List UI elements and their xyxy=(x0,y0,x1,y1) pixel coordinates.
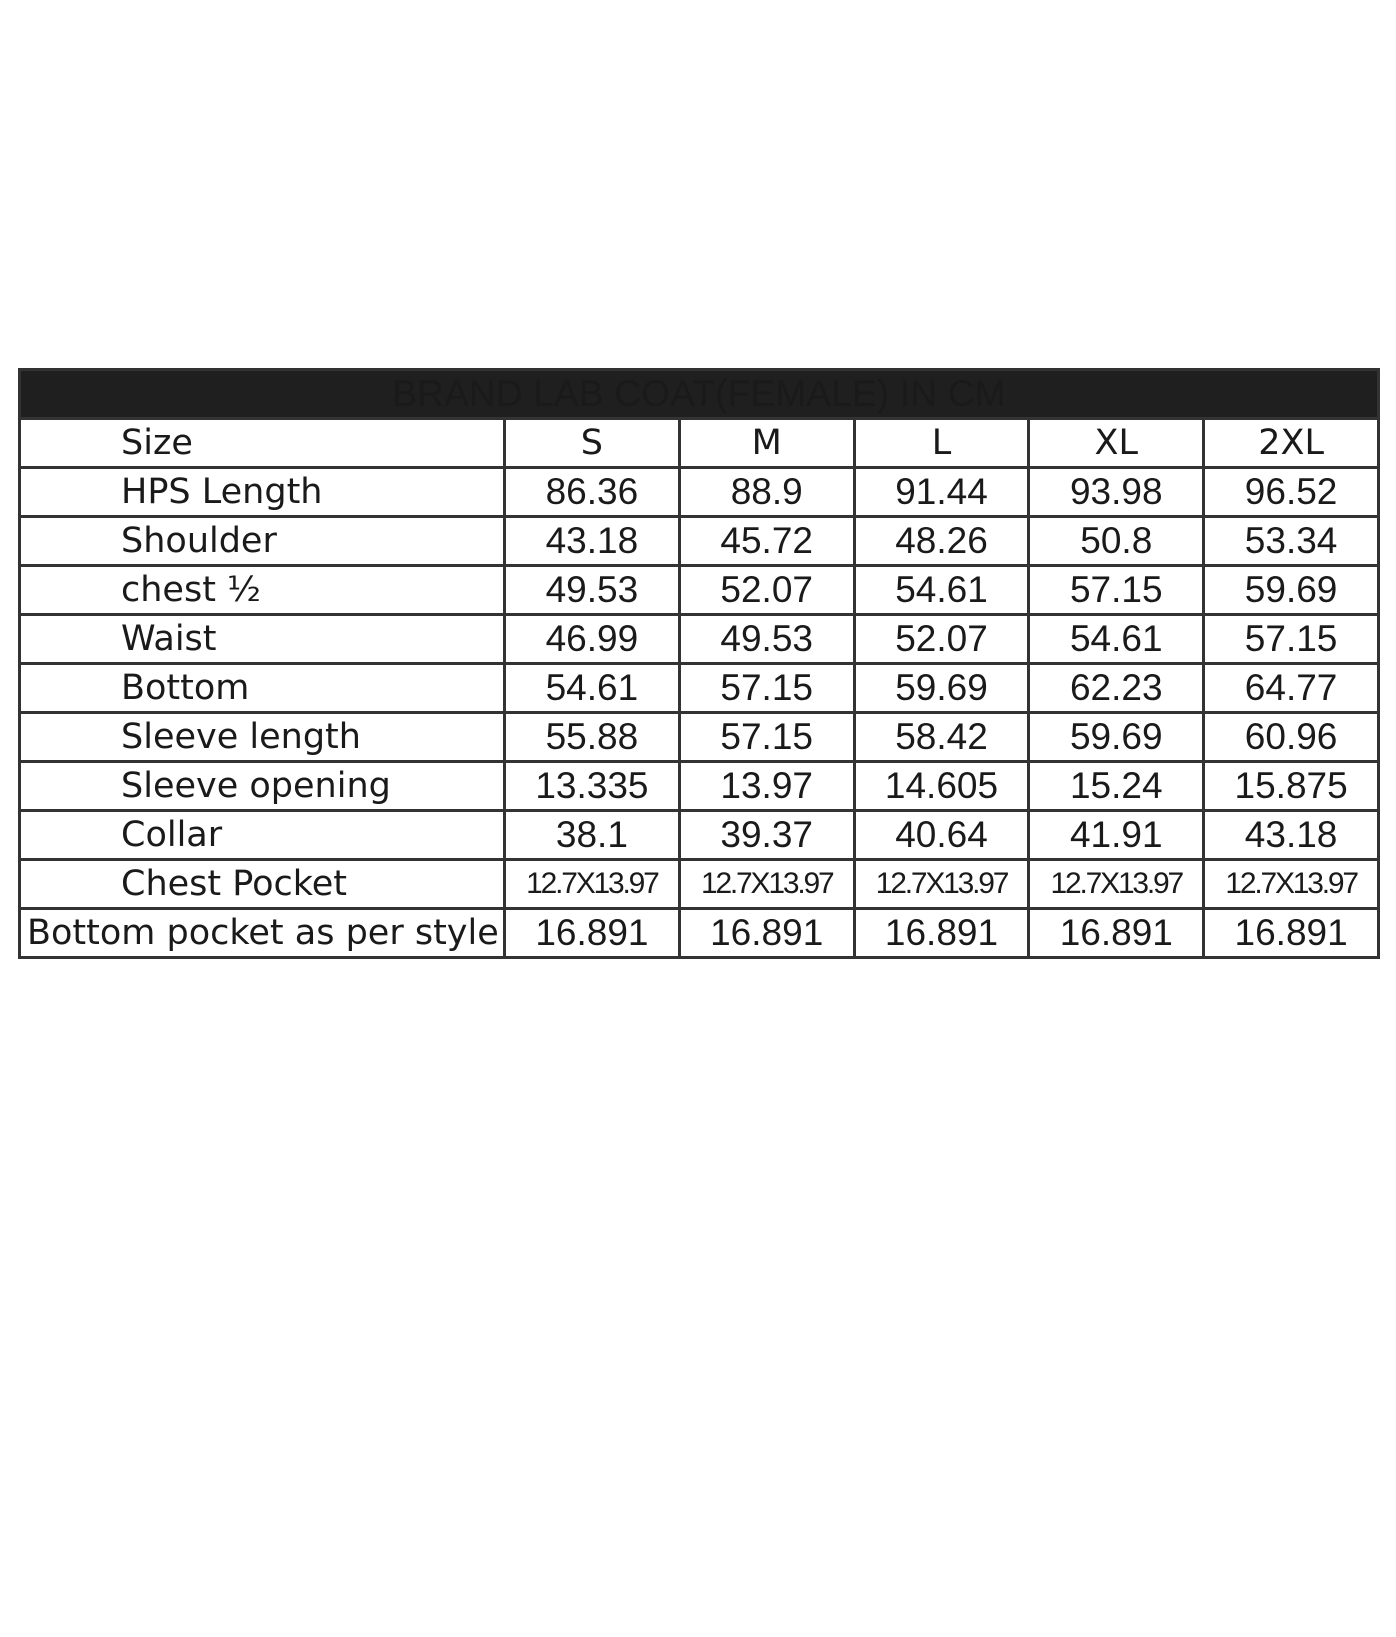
value-cell: 40.64 xyxy=(854,811,1029,860)
value-cell: 49.53 xyxy=(679,615,854,664)
value-cell: 15.875 xyxy=(1204,762,1379,811)
value-cell: 15.24 xyxy=(1029,762,1204,811)
value-cell: 52.07 xyxy=(679,566,854,615)
value-cell: 57.15 xyxy=(1204,615,1379,664)
value-cell: 93.98 xyxy=(1029,468,1204,517)
value-cell: 60.96 xyxy=(1204,713,1379,762)
value-cell: 58.42 xyxy=(854,713,1029,762)
value-cell: 86.36 xyxy=(505,468,680,517)
row-label: Shoulder xyxy=(20,517,505,566)
size-header-row xyxy=(20,419,1379,468)
row-label: Bottom pocket as per style xyxy=(20,909,505,958)
value-cell: 13.97 xyxy=(679,762,854,811)
value-cell: 46.99 xyxy=(505,615,680,664)
value-cell: 57.15 xyxy=(679,664,854,713)
value-cell: 59.69 xyxy=(1029,713,1204,762)
size-header-cell: M xyxy=(679,419,854,468)
value-cell: 57.15 xyxy=(679,713,854,762)
row-label: Waist xyxy=(20,615,505,664)
value-cell: 13.335 xyxy=(505,762,680,811)
measurement-row xyxy=(20,713,1379,762)
value-cell: 38.1 xyxy=(505,811,680,860)
measurement-row xyxy=(20,517,1379,566)
value-cell: 41.91 xyxy=(1029,811,1204,860)
size-header-cell: XL xyxy=(1029,419,1204,468)
row-label: Collar xyxy=(20,811,505,860)
value-cell: 59.69 xyxy=(1204,566,1379,615)
row-label: Sleeve length xyxy=(20,713,505,762)
value-cell: 12.7X13.97 xyxy=(679,860,854,909)
value-cell: 49.53 xyxy=(505,566,680,615)
title-row xyxy=(20,370,1379,419)
row-label: Sleeve opening xyxy=(20,762,505,811)
value-cell: 16.891 xyxy=(854,909,1029,958)
measurement-row xyxy=(20,566,1379,615)
value-cell: 62.23 xyxy=(1029,664,1204,713)
value-cell: 96.52 xyxy=(1204,468,1379,517)
value-cell: 54.61 xyxy=(1029,615,1204,664)
value-cell: 64.77 xyxy=(1204,664,1379,713)
value-cell: 54.61 xyxy=(854,566,1029,615)
value-cell: 45.72 xyxy=(679,517,854,566)
chart-title: BRAND LAB COAT(FEMALE) IN CM xyxy=(20,370,1379,419)
measurement-row xyxy=(20,615,1379,664)
measurement-row xyxy=(20,811,1379,860)
value-cell: 59.69 xyxy=(854,664,1029,713)
value-cell: 54.61 xyxy=(505,664,680,713)
value-cell: 12.7X13.97 xyxy=(505,860,680,909)
measurement-row xyxy=(20,909,1379,958)
size-header-cell: S xyxy=(505,419,680,468)
row-label: HPS Length xyxy=(20,468,505,517)
value-cell: 53.34 xyxy=(1204,517,1379,566)
value-cell: 48.26 xyxy=(854,517,1029,566)
value-cell: 14.605 xyxy=(854,762,1029,811)
value-cell: 50.8 xyxy=(1029,517,1204,566)
measurement-row xyxy=(20,664,1379,713)
measurement-row xyxy=(20,468,1379,517)
value-cell: 43.18 xyxy=(505,517,680,566)
value-cell: 16.891 xyxy=(679,909,854,958)
value-cell: 16.891 xyxy=(1029,909,1204,958)
size-chart-table xyxy=(18,368,1380,959)
value-cell: 16.891 xyxy=(1204,909,1379,958)
size-header-label: Size xyxy=(20,419,505,468)
row-label: chest ½ xyxy=(20,566,505,615)
measurement-row xyxy=(20,860,1379,909)
value-cell: 12.7X13.97 xyxy=(854,860,1029,909)
row-label: Bottom xyxy=(20,664,505,713)
size-header-cell: L xyxy=(854,419,1029,468)
measurement-row xyxy=(20,762,1379,811)
value-cell: 43.18 xyxy=(1204,811,1379,860)
size-header-cell: 2XL xyxy=(1204,419,1379,468)
value-cell: 16.891 xyxy=(505,909,680,958)
row-label: Chest Pocket xyxy=(20,860,505,909)
value-cell: 57.15 xyxy=(1029,566,1204,615)
value-cell: 12.7X13.97 xyxy=(1204,860,1379,909)
value-cell: 39.37 xyxy=(679,811,854,860)
value-cell: 88.9 xyxy=(679,468,854,517)
value-cell: 52.07 xyxy=(854,615,1029,664)
value-cell: 12.7X13.97 xyxy=(1029,860,1204,909)
value-cell: 91.44 xyxy=(854,468,1029,517)
value-cell: 55.88 xyxy=(505,713,680,762)
